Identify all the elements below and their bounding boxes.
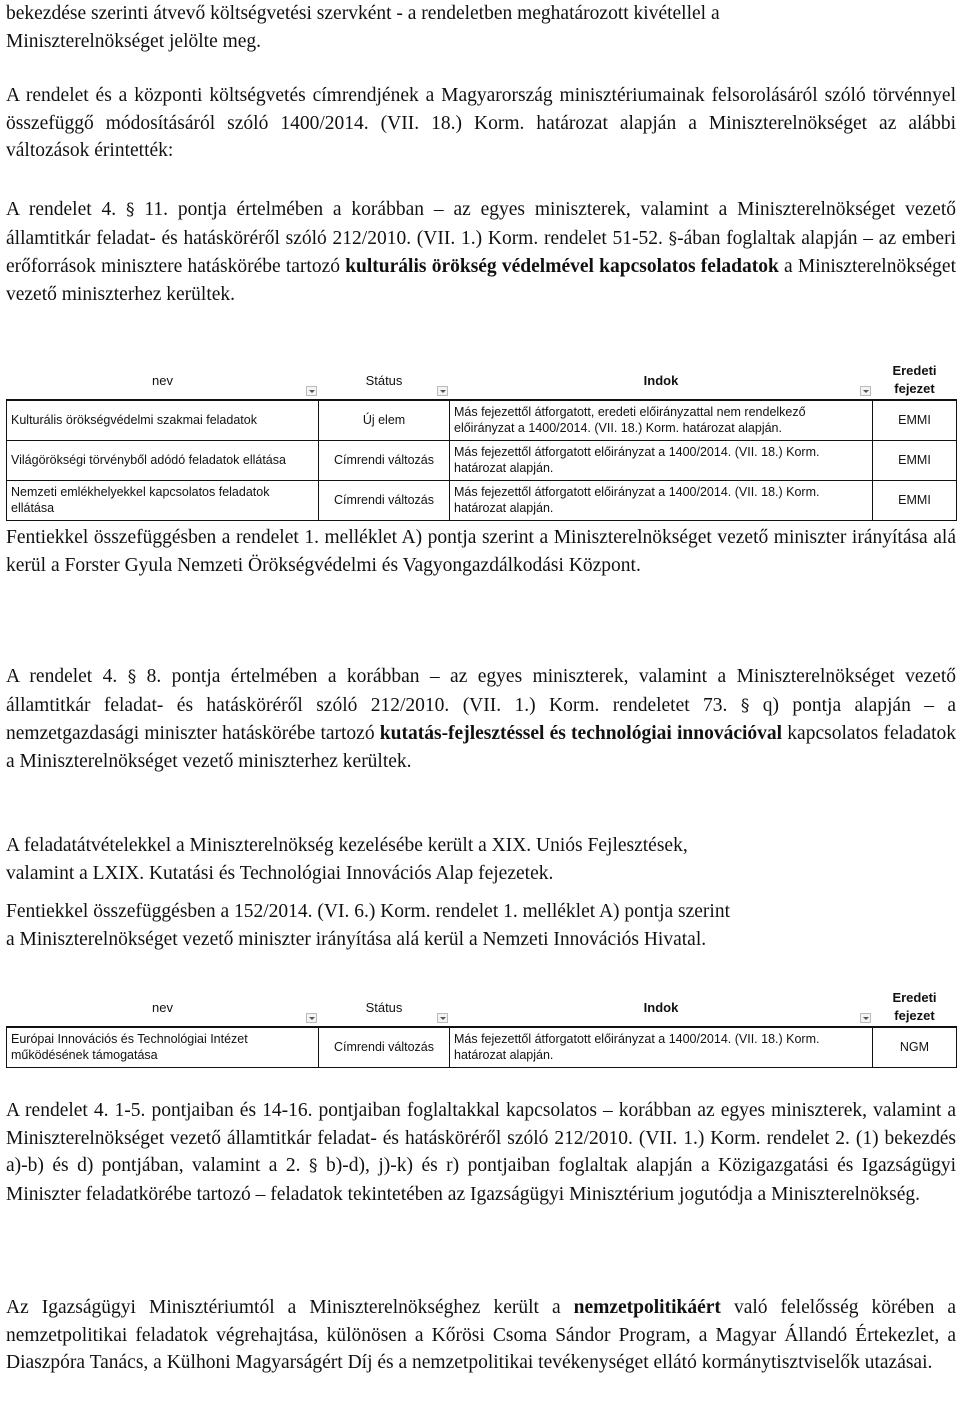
cell-eredeti-fejezet: EMMI — [873, 440, 957, 480]
section-sign: § — [740, 695, 750, 716]
cell-indok: Más fejezettől átforgatott előirányzat a 1400/2014. (VII. 18.) Korm. határozat alapján. — [450, 440, 873, 480]
p1-line1: bekezdése szerinti átvevő költségvetési szervként - a rendeletben meghatározott kivétellel a — [6, 3, 720, 24]
p3-text-b: -ában foglaltak alapján – az emberi erőforrások minisztere hatáskörébe tartozó — [6, 227, 956, 277]
cell-indok: Más fejezettől átforgatott előirányzat a 1400/2014. (VII. 18.) Korm. határozat alapján. — [450, 480, 873, 520]
cell-eredeti-fejezet: EMMI — [873, 400, 957, 440]
reassignment-table-1 — [6, 361, 957, 521]
section-sign: § — [668, 228, 678, 249]
p2-line1: A rendelet és a központi költségvetés címrendjének a Magyarország minisztériumainak — [6, 85, 705, 106]
filter-dropdown-icon[interactable] — [437, 386, 448, 396]
table-row — [7, 1027, 957, 1067]
table-row — [7, 480, 957, 520]
cell-indok: Más fejezettől átforgatott előirányzat a 1400/2014. (VII. 18.) Korm. határozat alapján. — [450, 1027, 873, 1067]
filter-dropdown-icon[interactable] — [437, 1013, 448, 1023]
cell-nev: Nemzeti emlékhelyekkel kapcsolatos feladatok ellátása — [7, 480, 319, 520]
cell-nev: Európai Innovációs és Technológiai Intézet működésének támogatása — [7, 1027, 319, 1067]
table-row — [7, 440, 957, 480]
section-sign: § — [127, 667, 137, 687]
cell-status: Címrendi változás — [319, 440, 450, 480]
section-sign: § — [126, 200, 135, 220]
section-sign: § — [309, 1156, 318, 1176]
p9-text-a: Az Igazságügyi Minisztériumtól a Miniszterelnökséghez került a — [6, 1297, 561, 1318]
cell-status: Új elem — [319, 400, 450, 440]
p5-text-pre: A rendelet 4. — [6, 666, 118, 687]
filter-dropdown-icon[interactable] — [306, 1013, 317, 1023]
paragraph-3 — [6, 196, 956, 308]
paragraph-1 — [6, 0, 956, 55]
column-header-indok[interactable]: Indok — [450, 988, 873, 1027]
p8-text-b: b)-d), j)-k) és r) pontjaiban foglaltak alapján a Közigazgatási és Igazságügyi Miniszter feladatkörébe tartozó – feladatok tekintetében az Igazságügyi Minisztérium jogutódja a Miniszterelnökség. — [6, 1155, 957, 1205]
p2-line2: felsorolásáról szóló törvénnyel összefüggő módosításáról szóló 1400/2014. (VII. 18.) Korm. — [6, 85, 956, 134]
filter-dropdown-icon[interactable] — [860, 386, 871, 396]
column-header-nev[interactable]: nev — [7, 361, 319, 400]
paragraph-5 — [6, 663, 956, 775]
p6-line2: valamint a LXIX. Kutatási és Technológiai Innovációs Alap fejezetek. — [6, 862, 554, 884]
reassignment-table-2 — [6, 988, 957, 1068]
cell-nev: Világörökségi törvényből adódó feladatok ellátása — [7, 440, 319, 480]
table-row — [7, 400, 957, 440]
p5-bold-text: kutatás-fejlesztéssel és technológiai innovációval — [379, 723, 783, 744]
cell-indok: Más fejezettől átforgatott, eredeti előirányzattal nem rendelkező előirányzat a 1400/2014. (VII. 18.) Korm. határozat alapján. — [450, 400, 873, 440]
p9-bold-text: nemzetpolitikáért — [573, 1297, 721, 1318]
column-header-status[interactable]: Státus — [319, 361, 450, 400]
p5-text-c: kapcsolatos feladatok a Miniszterelnökséget vezető miniszterhez kerültek. — [6, 723, 957, 772]
filter-dropdown-icon[interactable] — [306, 386, 317, 396]
p2-line3: határozat alapján a Miniszterelnökséget az alábbi változások érintették: — [6, 112, 957, 161]
cell-nev: Kulturális örökségvédelmi szakmai feladatok — [7, 400, 319, 440]
p4-text: Fentiekkel összefüggésben a rendelet 1. melléklet A) pontja szerint a Miniszterelnökséget vezető miniszter irányítása alá kerül a Forster Gyula Nemzeti Örökségvédelmi és Vagyongazdálkodási Központ. — [6, 527, 956, 576]
paragraph-9 — [6, 1294, 956, 1377]
p3-text-c: a Miniszterelnökséget vezető miniszterhez kerültek. — [6, 256, 957, 305]
column-header-eredeti-fejezet[interactable]: Eredeti fejezet — [892, 363, 937, 396]
cell-eredeti-fejezet: EMMI — [873, 480, 957, 520]
table-header-row — [7, 988, 957, 1027]
paragraph-2 — [6, 82, 956, 165]
p6-line1: A feladatátvételekkel a Miniszterelnökség kezelésébe került a XIX. Uniós Fejlesztések, — [6, 835, 688, 856]
p7-line1: Fentiekkel összefüggésben a 152/2014. (VI. 6.) Korm. rendelet 1. melléklet A) pontja szerint — [6, 901, 731, 922]
p7-line2: a Miniszterelnökséget vezető miniszter irányítása alá kerül a Nemzeti Innovációs Hivatal. — [6, 928, 707, 950]
paragraph-7 — [6, 898, 956, 953]
p3-text-a: 11. pontja értelmében a korábban – az egyes miniszterek, valamint a Miniszterelnökséget vezető államtitkár feladat- és hatásköréről szóló 212/2010. (VII. 1.) Korm. rendelet 51-52. — [6, 199, 957, 249]
table-header-row — [7, 361, 957, 400]
p1-line2: Miniszterelnökséget jelölte meg. — [6, 30, 262, 52]
p8-text-a: A rendelet 4. 1-5. pontjaiban és 14-16. pontjaiban foglaltakkal kapcsolatos – korábban az egyes miniszterek, valamint a Miniszterelnökséget vezető államtitkár feladat- és hatásköréről szóló 212/2010. (VII. 1.) Korm. rendelet 2. (1) bekezdés a)-b) és d) pontjában, valamint a 2. — [6, 1100, 956, 1176]
cell-status: Címrendi változás — [319, 1027, 450, 1067]
p5-text-b: q) pontja alapján – a nemzetgazdasági miniszter hatáskörébe tartozó — [6, 694, 957, 744]
paragraph-6 — [6, 832, 956, 887]
p3-bold-text: kulturális örökség védelmével kapcsolatos feladatok — [345, 256, 779, 277]
column-header-indok[interactable]: Indok — [450, 361, 873, 400]
column-header-eredeti-fejezet[interactable]: Eredeti fejezet — [892, 990, 937, 1023]
column-header-status[interactable]: Státus — [319, 988, 450, 1027]
filter-dropdown-icon[interactable] — [860, 1013, 871, 1023]
cell-status: Címrendi változás — [319, 480, 450, 520]
column-header-nev[interactable]: nev — [7, 988, 319, 1027]
p3-text-pre: A rendelet 4. — [6, 199, 117, 220]
p5-text-a: 8. pontja értelmében a korábban – az egyes miniszterek, valamint a Miniszterelnökséget vezető államtitkár feladat- és hatásköréről szóló 212/2010. (VII. 1.) Korm. rendeletet 73. — [6, 666, 956, 716]
p9-text-b: való felelősség körében a nemzetpolitikai feladatok végrehajtása, különösen a Kőrösi Csoma Sándor Program, a Magyar Állandó Értekezlet, a Diaszpóra Tanács, a Külhoni Magyarságért Díj és a nemzetpolitikai tevékenységet ellátó kormánytisztviselők utazásai. — [6, 1297, 956, 1373]
paragraph-4 — [6, 524, 956, 579]
paragraph-8 — [6, 1097, 956, 1208]
cell-eredeti-fejezet: NGM — [873, 1027, 957, 1067]
